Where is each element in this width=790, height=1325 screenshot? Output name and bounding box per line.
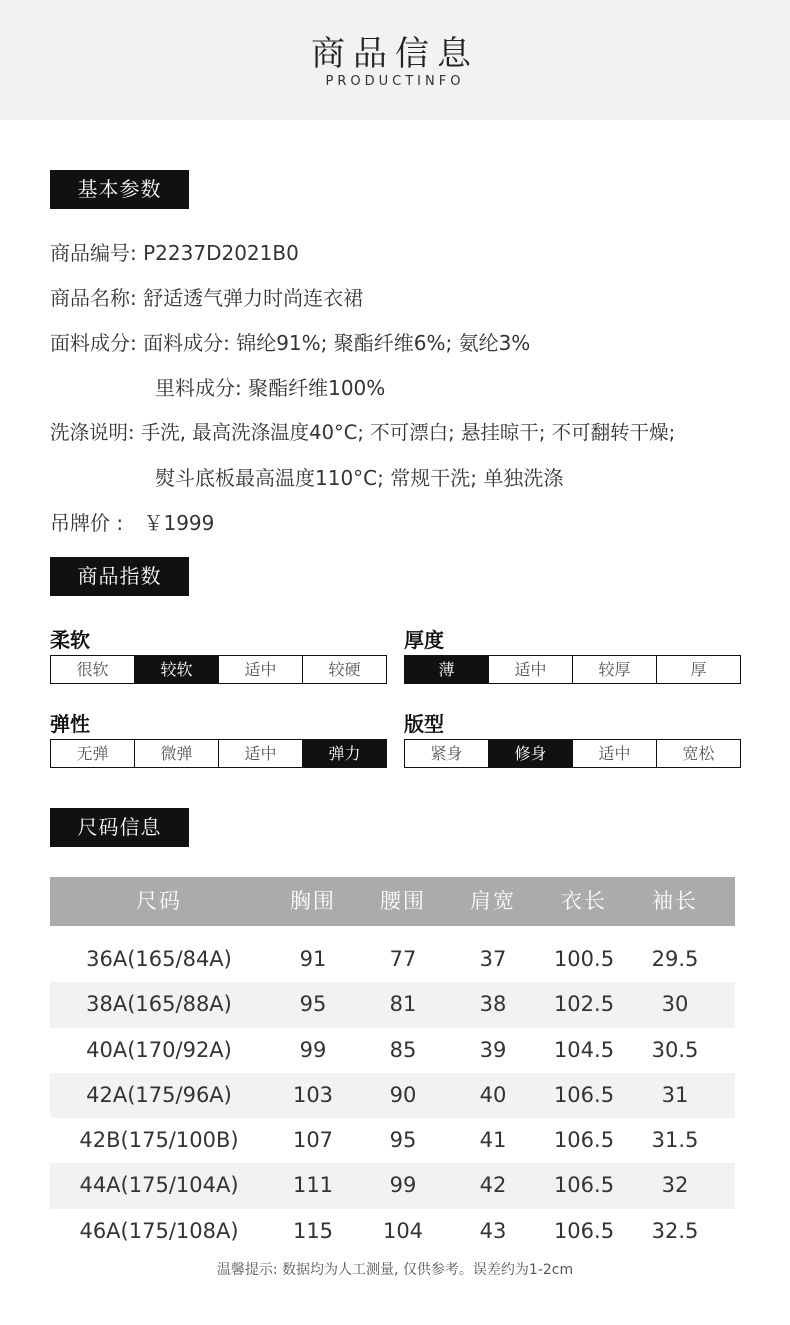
scale-option: 弹力 — [303, 740, 386, 767]
table-row — [50, 1209, 735, 1254]
softness-title: 柔软 — [50, 628, 90, 652]
table-cell: 107 — [292, 1128, 334, 1153]
scale-option: 适中 — [489, 656, 573, 683]
table-cell: 38 — [479, 992, 507, 1017]
section-label-size: 尺码信息 — [50, 808, 189, 847]
table-row — [50, 1118, 735, 1163]
table-cell: 42 — [479, 1173, 507, 1198]
size-note: 温馨提示: 数据均为人工测量, 仅供参考。误差约为1-2cm — [216, 1262, 574, 1278]
table-cell: 106.5 — [553, 1082, 615, 1107]
param-value: 舒适透气弹力时尚连衣裙 — [143, 286, 364, 310]
table-cell: 111 — [292, 1173, 334, 1198]
table-cell: 40A(170/92A) — [86, 1037, 232, 1062]
scale-option: 修身 — [489, 740, 573, 767]
thickness-title: 厚度 — [404, 628, 444, 652]
scale-option: 紧身 — [405, 740, 489, 767]
scale-option: 较硬 — [328, 660, 361, 679]
table-cell: 95 — [299, 992, 327, 1017]
table-cell: 42B(175/100B) — [79, 1128, 239, 1153]
scale-option: 适中 — [219, 656, 303, 683]
table-cell: 91 — [299, 947, 327, 971]
param-value: 面料成分: 锦纶91%; 聚酯纤维6%; 氨纶3% — [143, 331, 531, 355]
table-cell: 37 — [479, 947, 507, 971]
fit-scale — [404, 739, 741, 768]
scale-option: 较厚 — [573, 656, 657, 683]
column-header: 肩宽 — [470, 889, 516, 913]
table-cell: 99 — [299, 1037, 327, 1062]
table-cell: 104 — [382, 1218, 424, 1243]
scale-option: 较软 — [135, 656, 219, 683]
param-value: 手洗, 最高洗涤温度40°C; 不可漂白; 悬挂晾干; 不可翻转干燥; — [140, 421, 676, 444]
table-cell: 46A(175/108A) — [79, 1218, 239, 1243]
table-cell: 106.5 — [553, 1218, 615, 1243]
table-cell: 99 — [389, 1173, 417, 1198]
table-cell: 81 — [389, 992, 417, 1017]
table-cell: 43 — [479, 1218, 507, 1243]
table-row — [50, 982, 735, 1027]
param-label: 面料成分: — [50, 331, 137, 355]
column-header: 胸围 — [290, 889, 336, 913]
table-cell: 90 — [389, 1082, 417, 1107]
table-cell: 115 — [292, 1218, 334, 1243]
column-header: 袖长 — [652, 889, 698, 913]
table-cell: 31 — [661, 1082, 689, 1107]
page-header — [0, 0, 790, 120]
elasticity-title: 弹性 — [50, 712, 90, 736]
scale-option: 厚 — [690, 660, 707, 679]
scale-option: 无弹 — [51, 740, 135, 767]
scale-option: 适中 — [219, 740, 303, 767]
table-cell: 31.5 — [651, 1128, 699, 1153]
table-row — [50, 937, 735, 982]
table-cell: 29.5 — [651, 947, 699, 971]
param-label: 商品编号: — [50, 241, 137, 265]
param-row-wash-2 — [155, 462, 563, 491]
table-cell: 30.5 — [651, 1037, 699, 1062]
param-label: 洗涤说明: — [50, 421, 135, 444]
column-header: 衣长 — [561, 889, 607, 913]
param-row-price — [50, 507, 214, 536]
softness-scale — [50, 655, 387, 684]
scale-option: 很软 — [51, 656, 135, 683]
page-title: 商品信息 — [311, 34, 479, 74]
scale-option: 宽松 — [682, 744, 715, 763]
param-label: 商品名称: — [50, 286, 137, 310]
table-cell: 106.5 — [553, 1128, 615, 1153]
param-row-wash — [50, 417, 675, 445]
table-cell: 41 — [479, 1128, 507, 1153]
param-label: 吊牌价 : — [50, 511, 124, 535]
column-header: 尺码 — [136, 889, 182, 913]
table-cell: 30 — [661, 992, 689, 1017]
param-value: P2237D2021B0 — [143, 241, 299, 265]
table-cell: 32 — [661, 1173, 689, 1198]
table-cell: 36A(165/84A) — [86, 947, 232, 971]
table-cell: 85 — [389, 1037, 417, 1062]
table-cell: 32.5 — [651, 1218, 699, 1243]
param-row-code — [50, 237, 299, 266]
page-subtitle: PRODUCTINFO — [325, 74, 465, 89]
table-cell: 104.5 — [553, 1037, 615, 1062]
fit-title: 版型 — [404, 712, 444, 736]
table-cell: 95 — [389, 1128, 417, 1153]
thickness-scale — [404, 655, 741, 684]
table-row — [50, 1163, 735, 1208]
table-cell: 42A(175/96A) — [86, 1082, 232, 1107]
param-row-lining — [155, 372, 385, 401]
scale-option: 微弹 — [135, 740, 219, 767]
table-cell: 40 — [479, 1082, 507, 1107]
table-cell: 103 — [292, 1082, 334, 1107]
table-cell: 38A(165/88A) — [86, 992, 232, 1017]
scale-option: 薄 — [405, 656, 489, 683]
table-cell: 77 — [389, 947, 417, 971]
param-value: 熨斗底板最高温度110°C; 常规干洗; 单独洗涤 — [155, 466, 564, 490]
table-cell: 44A(175/104A) — [79, 1173, 239, 1198]
table-row — [50, 1028, 735, 1073]
price-value: ￥1999 — [143, 511, 215, 535]
table-row — [50, 1073, 735, 1118]
table-cell: 39 — [479, 1037, 507, 1062]
table-cell: 100.5 — [553, 947, 615, 971]
param-row-fabric — [50, 327, 530, 356]
section-label-index: 商品指数 — [50, 557, 189, 596]
size-table-header — [50, 877, 735, 926]
column-header: 腰围 — [380, 889, 426, 913]
section-label-basic: 基本参数 — [50, 170, 189, 209]
size-table-body — [50, 937, 735, 1254]
param-value: 里料成分: 聚酯纤维100% — [155, 376, 386, 400]
table-cell: 106.5 — [553, 1173, 615, 1198]
param-row-name — [50, 282, 363, 311]
elasticity-scale — [50, 739, 387, 768]
scale-option: 适中 — [573, 740, 657, 767]
table-cell: 102.5 — [553, 992, 615, 1017]
